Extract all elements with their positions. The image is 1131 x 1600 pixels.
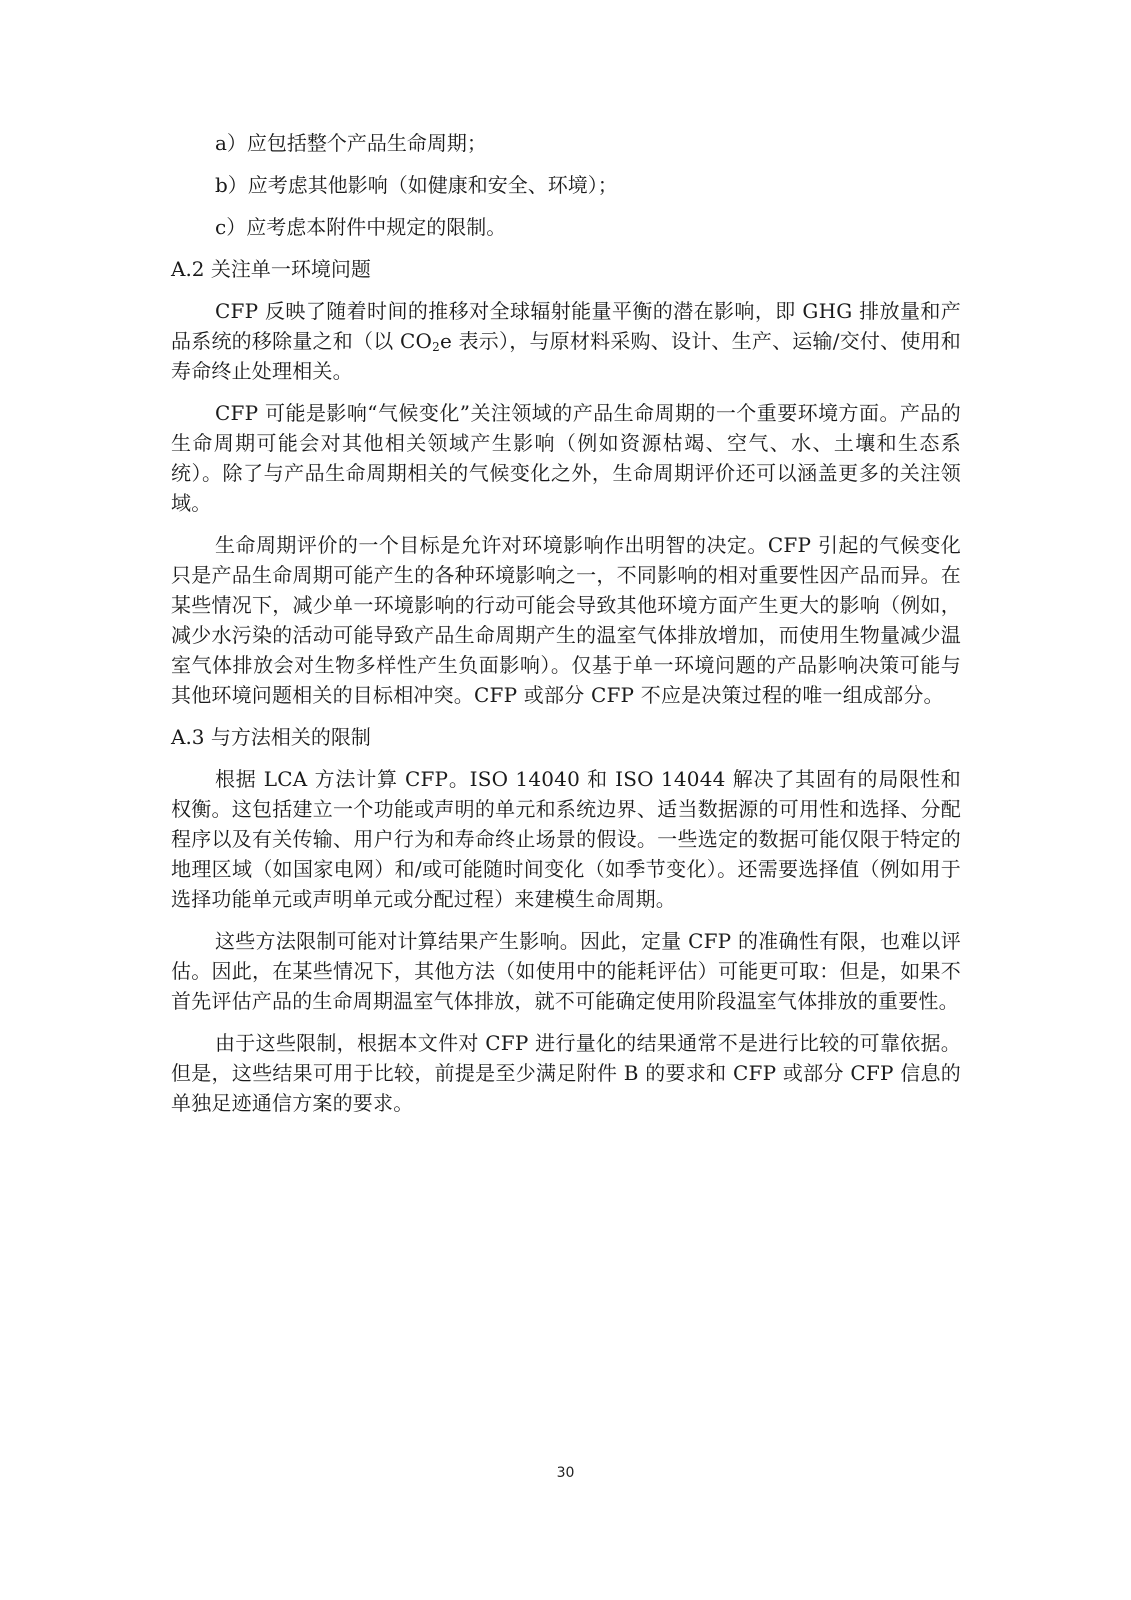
page-number: 30 — [556, 1465, 575, 1481]
co2-subscript: 2 — [432, 340, 440, 354]
paragraph-a3-3: 由于这些限制，根据本文件对 CFP 进行量化的结果通常不是进行比较的可靠依据。但是，这些结果可用于比较，前提是至少满足附件 B 的要求和 CFP 或部分 CFP 信息的单独足迹通信方案的要求。 — [171, 1031, 961, 1115]
paragraph-a3-1: 根据 LCA 方法计算 CFP。ISO 14040 和 ISO 14044 解决了其固有的局限性和权衡。这包括建立一个功能或声明的单元和系统边界、适当数据源的可用性和选择、分配程序以及有关传输、用户行为和寿命终止场景的假设。一些选定的数据可能仅限于特定的地理区域（如国家电网）和/或可能随时间变化（如季节变化）。还需要选择值（例如用于选择功能单元或声明单元或分配过程）来建模生命周期。 — [171, 767, 961, 911]
paragraph-a2-1 — [171, 296, 961, 386]
paragraph-a3-2: 这些方法限制可能对计算结果产生影响。因此，定量 CFP 的准确性有限，也难以评估。因此，在某些情况下，其他方法（如使用中的能耗评估）可能更可取：但是，如果不首先评估产品的生命周期温室气体排放，就不可能确定使用阶段温室气体排放的重要性。 — [171, 929, 961, 1013]
list-item-a: a）应包括整个产品生命周期； — [215, 131, 487, 155]
paragraph-a2-3: 生命周期评价的一个目标是允许对环境影响作出明智的决定。CFP 引起的气候变化只是产品生命周期可能产生的各种环境影响之一，不同影响的相对重要性因产品而异。在某些情况下，减少单一环境影响的行动可能会导致其他环境方面产生更大的影响（例如，减少水污染的活动可能导致产品生命周期产生的温室气体排放增加，而使用生物量减少温室气体排放会对生物多样性产生负面影响）。仅基于单一环境问题的产品影响决策可能与其他环境问题相关的目标相冲突。CFP 或部分 CFP 不应是决策过程的唯一组成部分。 — [171, 533, 961, 707]
paragraph-a2-1-part1: CFP 反映了随着时间的推移对全球辐射能量平衡的潜在影响，即 GHG 排放量和产品系统的移除量之和（以 CO — [171, 299, 961, 353]
section-heading-a3: A.3 与方法相关的限制 — [171, 725, 371, 749]
list-item-c: c）应考虑本附件中规定的限制。 — [215, 215, 507, 239]
paragraph-a2-2: CFP 可能是影响“气候变化”关注领域的产品生命周期的一个重要环境方面。产品的生命周期可能会对其他相关领域产生影响（例如资源枯竭、空气、水、土壤和生态系统）。除了与产品生命周期相关的气候变化之外，生命周期评价还可以涵盖更多的关注领域。 — [171, 401, 961, 515]
list-item-b: b）应考虑其他影响（如健康和安全、环境）； — [215, 173, 618, 197]
document-page — [171, 128, 961, 1130]
section-heading-a2: A.2 关注单一环境问题 — [171, 257, 371, 281]
paragraph-a2-1-part2: e 表示），与原材料采购、设计、生产、运输/交付、使用和寿命终止处理相关。 — [171, 329, 962, 383]
